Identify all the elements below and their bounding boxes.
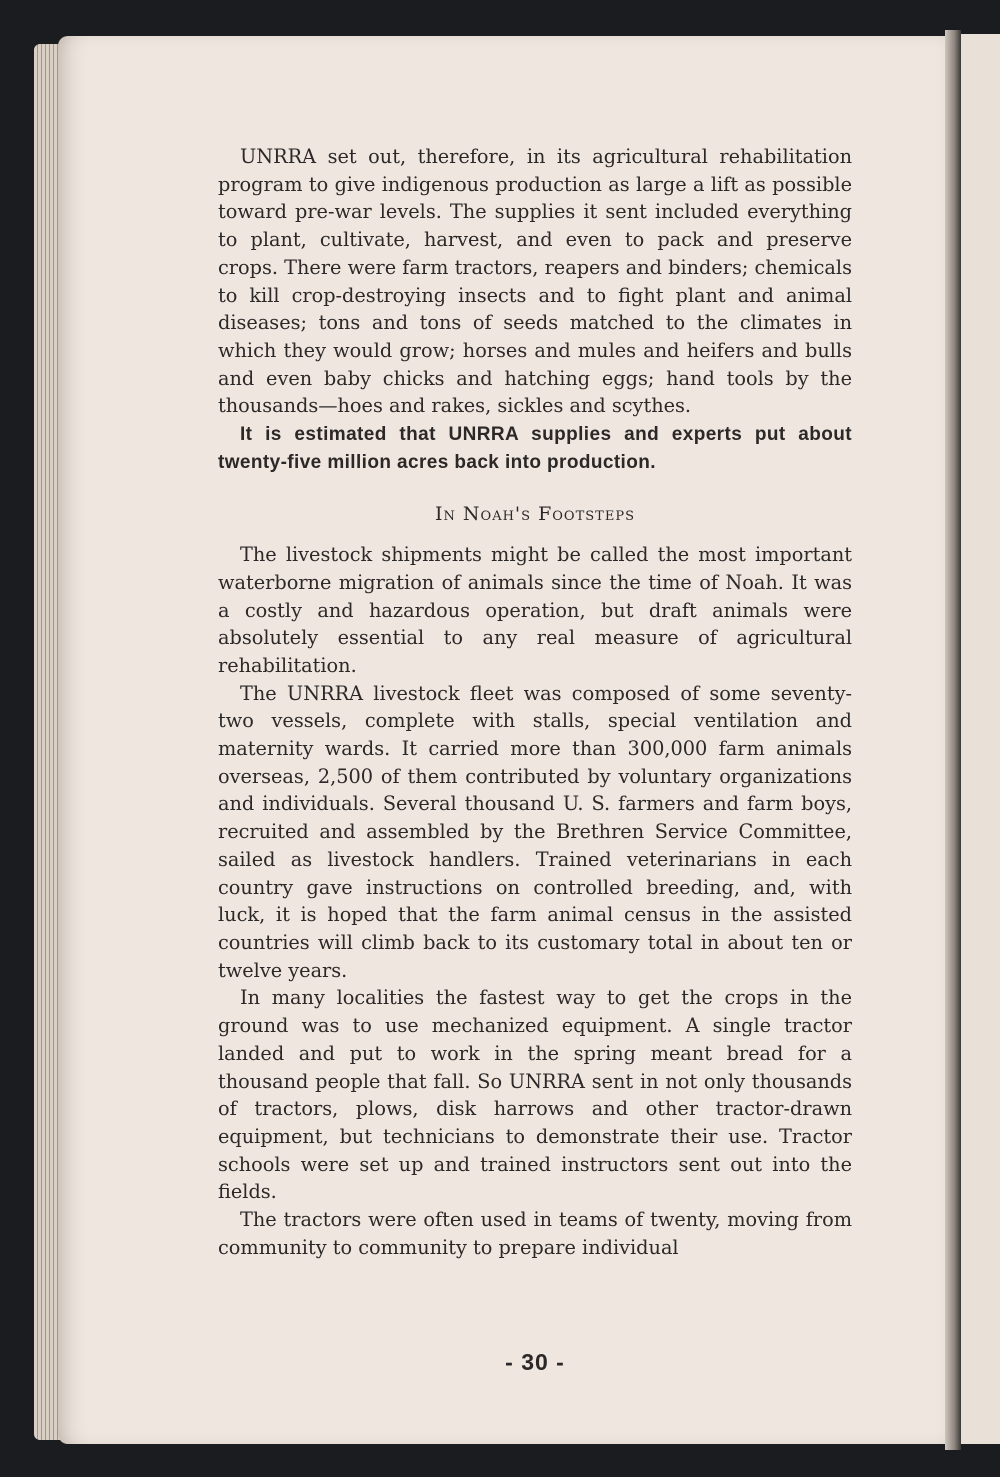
bold-statement: It is estimated that UNRRA supplies and experts put about twenty-five million acres back into production. [218,424,852,473]
paragraph-rehabilitation: UNRRA set out, therefore, in its agricultural rehabilitation program to give indigenous production as large a lift as possible toward pre-war levels. The supplies it sent included everything to plant, cultivate, harvest, and even to pack and preserve crops. There were farm tractors, reapers and binders; chemicals to kill crop-destroying insects and to fight plant and animal diseases; tons and tons of seeds matched to the climates in which they would grow; horses and mules and heifers and bulls and even baby chicks and hatching eggs; hand tools by the thousands—hoes and rakes, sickles and scythes. [218,145,852,418]
page-content [218,143,852,1261]
book-gutter [945,30,961,1450]
paragraph-livestock: The livestock shipments might be called the most important waterborne migration of animals since the time of Noah. It was a costly and hazardous operation, but draft animals were absolutely essential to any real measure of agricultural rehabilitation. [218,543,852,677]
paragraph-tractors: The tractors were often used in teams of twenty, moving from community to community to prepare individual [218,1208,852,1259]
paragraph-mechanized: In many localities the fastest way to get the crops in the ground was to use mechanized equipment. A single tractor landed and put to work in the spring meant bread for a thousand people that fall. So UNRRA sent in not only thousands of tractors, plows, disk harrows and other tractor-drawn equipment, but technicians to demonstrate their use. Tractor schools were set up and trained instructors sent out into the fields. [218,986,852,1204]
page-number: - 30 - [505,1349,565,1375]
section-heading: In Noah's Footsteps [435,503,635,526]
next-page-edge [958,34,1000,1444]
paragraph-fleet: The UNRRA livestock fleet was composed of some seventy-two vessels, complete with stalls, special ventilation and maternity wards. It carried more than 300,000 farm animals overseas, 2,500 of them contributed by voluntary organizations and individuals. Several thousand U. S. farmers and farm boys, recruited and assembled by the Brethren Service Committee, sailed as livestock handlers. Trained veterinarians in each country gave instructions on controlled breeding, and, with luck, it is hoped that the farm animal census in the assisted countries will climb back to its customary total in about ten or twelve years. [218,681,852,982]
